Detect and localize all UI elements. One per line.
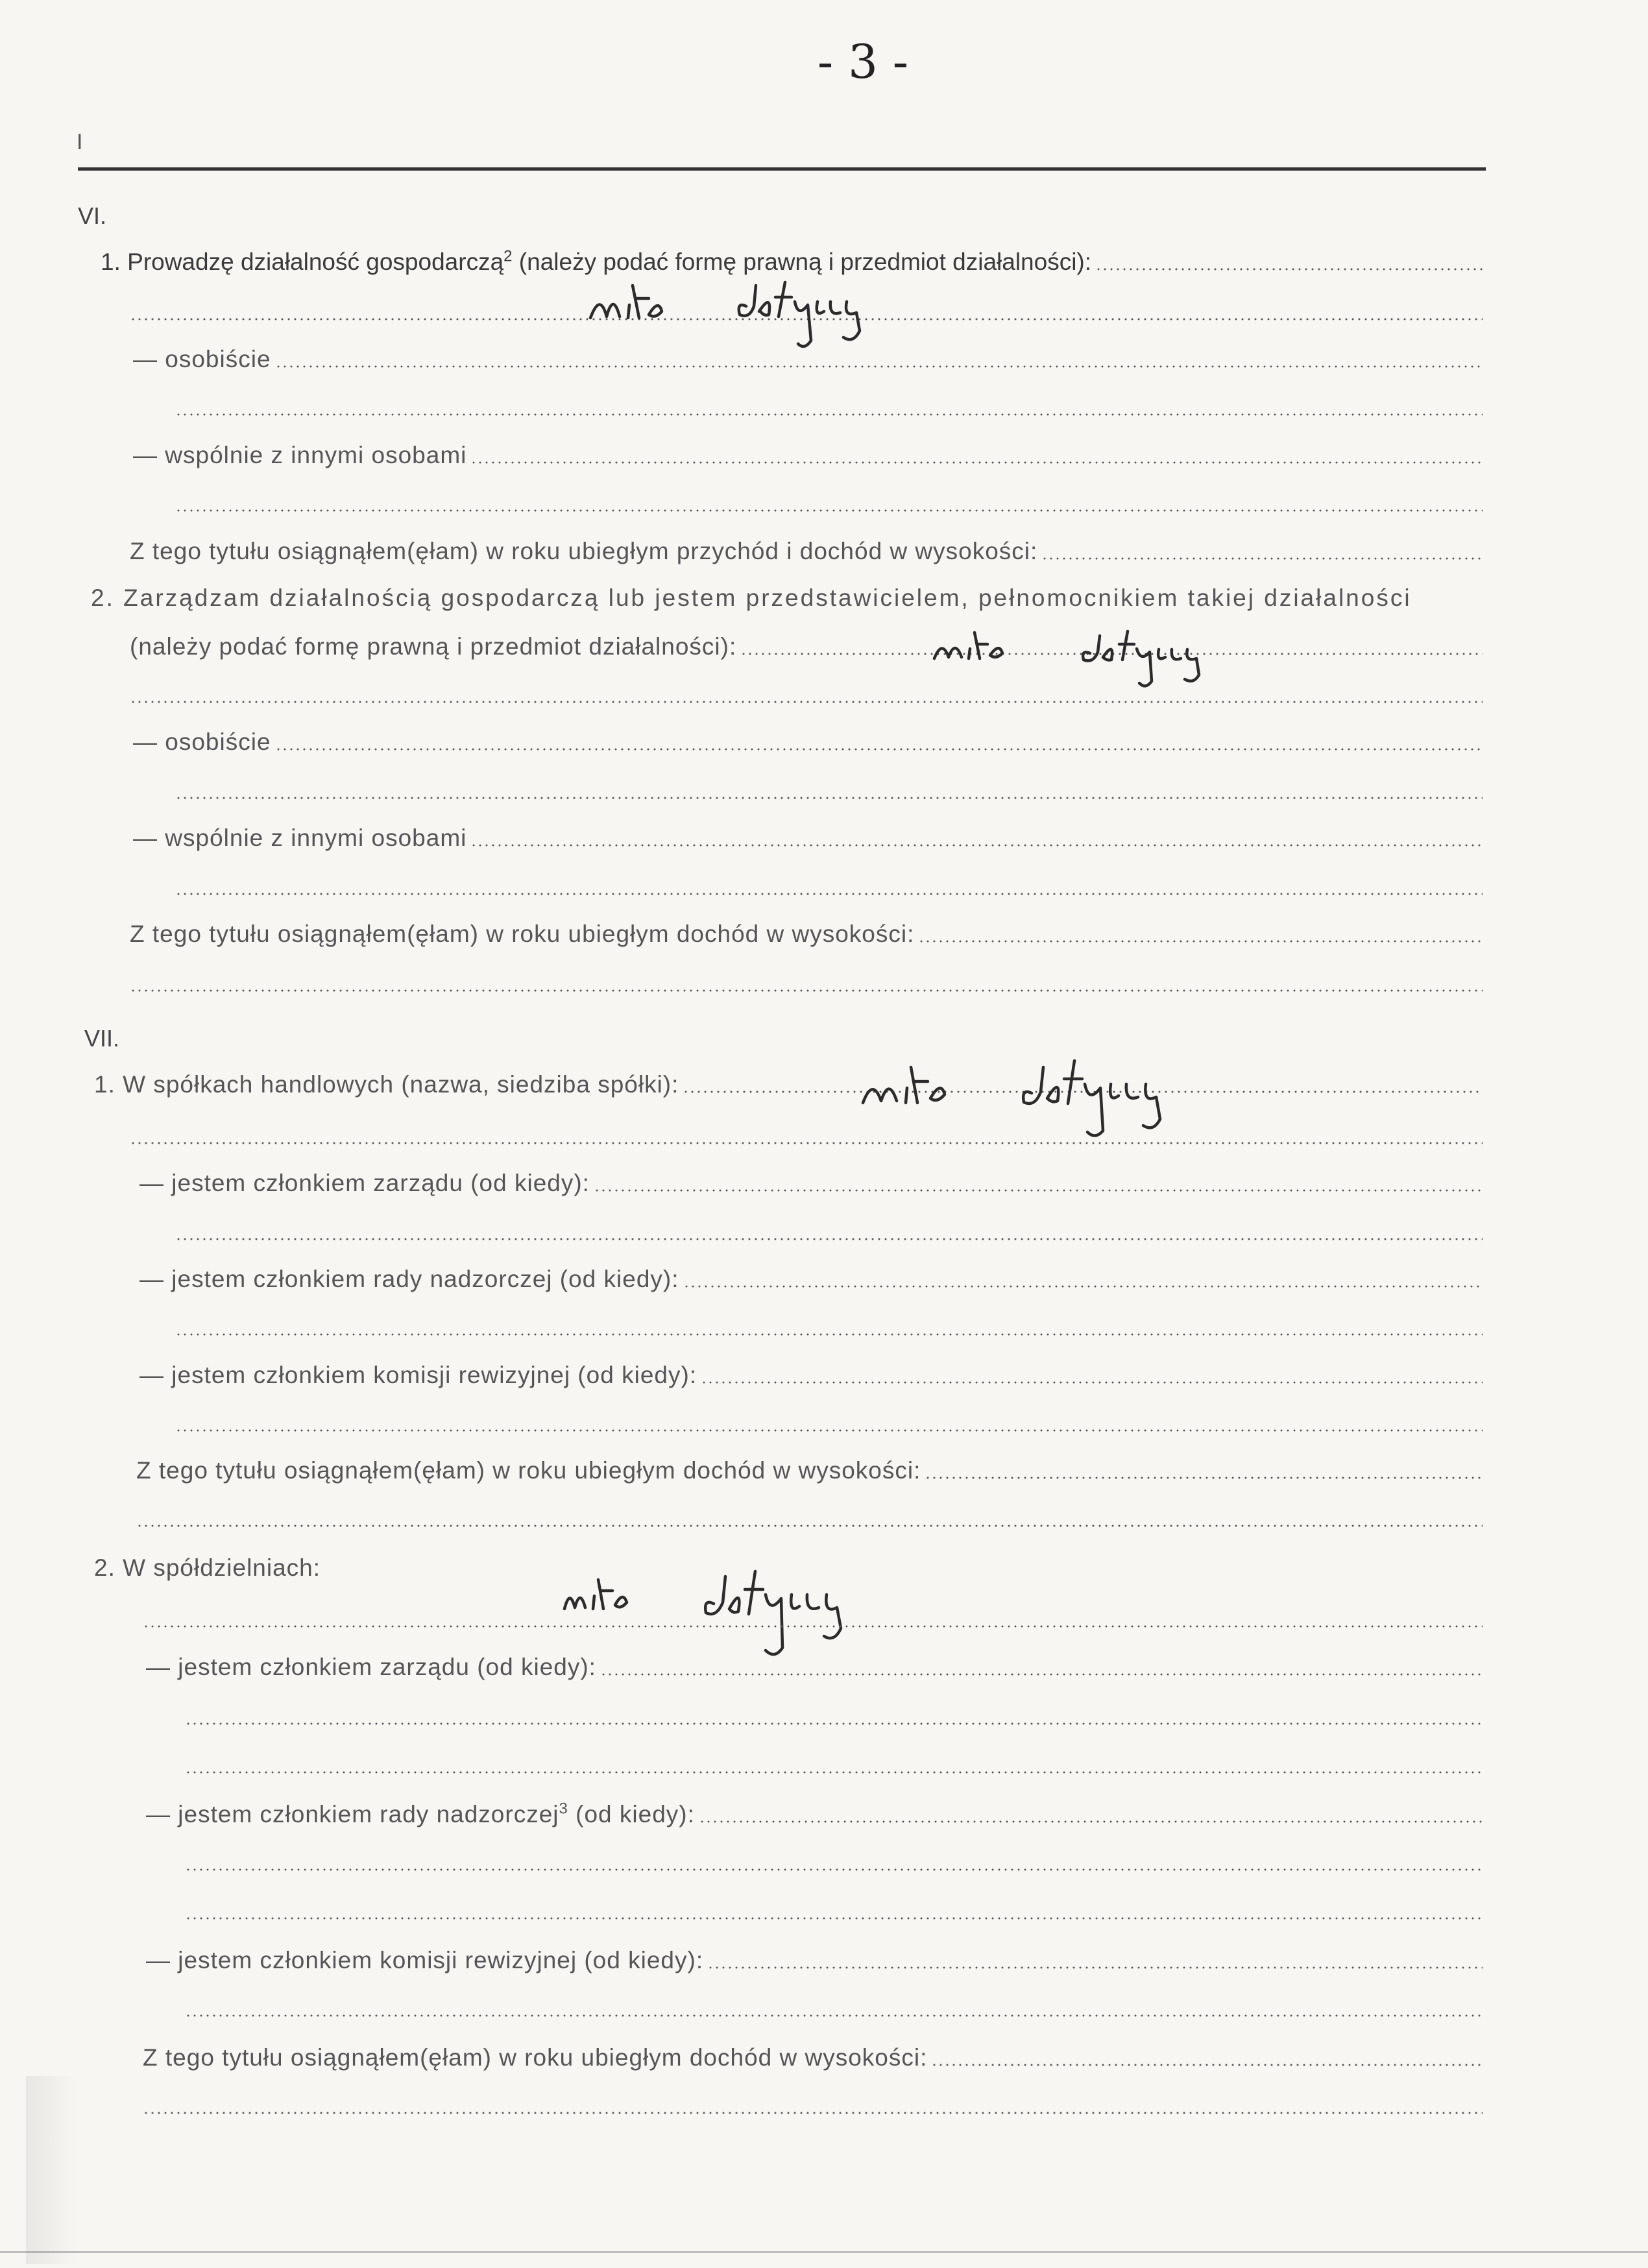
vii-2-zarzad-line2[interactable] [185, 1722, 1483, 1725]
vii-2-rada-line3[interactable] [185, 1917, 1483, 1920]
vi-2-wspolnie: — wspólnie z innymi osobami [133, 824, 1483, 852]
vii-2-handwritten-answer [558, 1557, 895, 1667]
vi-2-income: Z tego tytułu osiągnąłem(ęłam) w roku ubiegłym dochód w wysokości: [130, 920, 1483, 948]
vi-1-question: 1. Prowadzę działalność gospodarczą$^2$ (należy podać formę prawną i przedmiot działalności): [101, 248, 1483, 276]
vi-2-osobiscie-line2[interactable] [175, 797, 1483, 799]
vii-2-question: 2. W spółdzielniach: [94, 1554, 321, 1581]
vii-2-komisja-line2[interactable] [185, 2014, 1483, 2017]
scan-edge-shadow [26, 2076, 78, 2264]
vii-1-question: 1. W spółkach handlowych (nazwa, siedziba spółki): [94, 1070, 1483, 1099]
vi-2-income-line2[interactable] [130, 989, 1483, 992]
vii-1-answer-line2[interactable] [130, 1142, 1483, 1144]
vii-1-rada: — jestem członkiem rady nadzorczej (od kiedy): [139, 1265, 1483, 1294]
vi-2-answer-line2[interactable] [130, 701, 1483, 703]
section-vii-heading: VII. [84, 1025, 120, 1052]
vi-1-wspolnie: — wspólnie z innymi osobami [133, 441, 1483, 470]
vii-2-answer-line[interactable] [143, 1625, 1483, 1628]
vii-2-zarzad: — jestem członkiem zarządu (od kiedy): [146, 1653, 1483, 1682]
vii-1-handwritten-answer [856, 1041, 1220, 1145]
vi-1-osobiscie: — osobiście [133, 345, 1483, 374]
vii-1-income: Z tego tytułu osiągnąłem(ęłam) w roku ubiegłym dochód w wysokości: [136, 1456, 1483, 1485]
vi-2-osobiscie: — osobiście [133, 728, 1483, 756]
vi-2-handwritten-answer [928, 620, 1265, 691]
vii-1-komisja: — jestem członkiem komisji rewizyjnej (od kiedy): [139, 1361, 1483, 1390]
vi-2-question: 2. Zarządzam działalnością gospodarczą lub jestem przedstawicielem, pełnomocnikiem takiej działalności [91, 585, 1412, 611]
vii-1-rada-line2[interactable] [175, 1333, 1483, 1336]
section-vi-heading: VI. [78, 202, 107, 229]
vii-2-income-line2[interactable] [143, 2112, 1483, 2114]
vi-1-osobiscie-line2[interactable] [175, 413, 1483, 416]
vi-1-income: Z tego tytułu osiągnąłem(ęłam) w roku ubiegłym przychód i dochód w wysokości: [130, 537, 1483, 566]
vii-1-zarzad: — jestem członkiem zarządu (od kiedy): [139, 1169, 1483, 1198]
vii-2-zarzad-line3[interactable] [185, 1771, 1483, 1774]
page-number: - 3 - [817, 34, 909, 89]
vii-1-zarzad-line2[interactable] [175, 1238, 1483, 1240]
vii-1-income-line2[interactable] [136, 1525, 1483, 1527]
margin-tick: I [77, 130, 83, 154]
vi-2-wspolnie-line2[interactable] [175, 893, 1483, 895]
vii-2-rada: — jestem członkiem rady nadzorczej$^3$ (od kiedy): [146, 1800, 1483, 1829]
vii-2-income: Z tego tytułu osiągnąłem(ęłam) w roku ubiegłym dochód w wysokości: [143, 2044, 1483, 2072]
vii-2-komisja: — jestem członkiem komisji rewizyjnej (od kiedy): [146, 1946, 1483, 1975]
vi-2-question-cont: (należy podać formę prawną i przedmiot działalności): [130, 633, 1483, 661]
vii-2-rada-line2[interactable] [185, 1868, 1483, 1871]
bottom-scan-line [0, 2251, 1648, 2253]
vii-1-komisja-line2[interactable] [175, 1429, 1483, 1432]
vi-1-wspolnie-line2[interactable] [175, 509, 1483, 512]
header-rule [78, 167, 1486, 171]
